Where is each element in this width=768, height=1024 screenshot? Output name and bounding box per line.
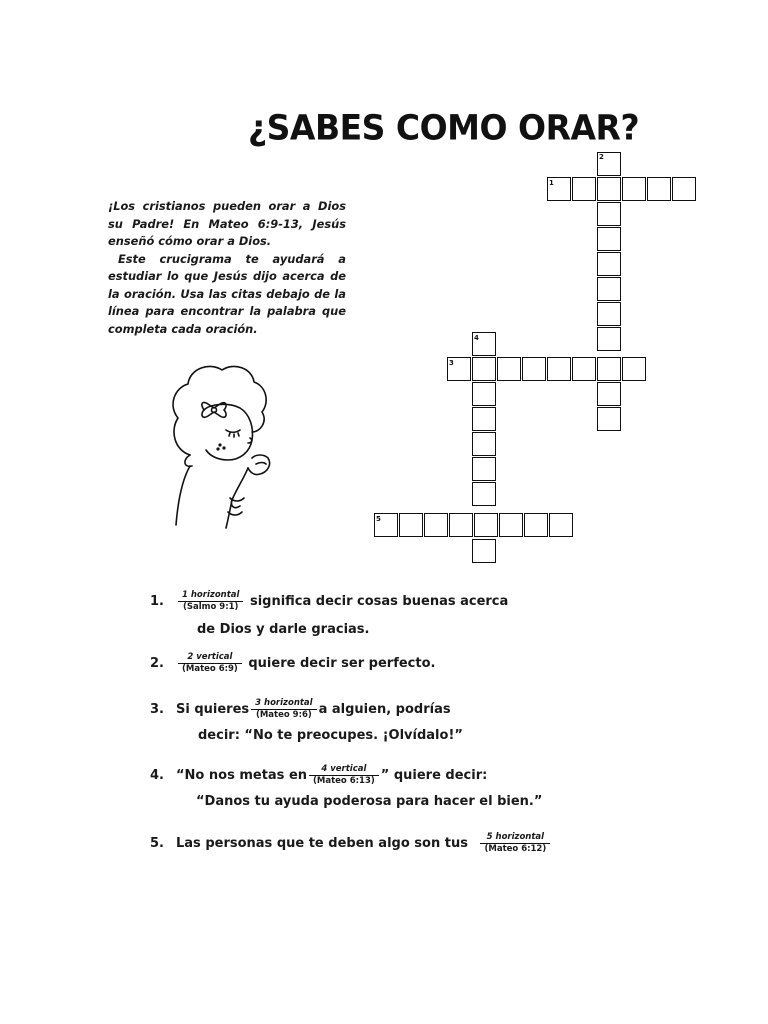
crossword-cell-1-6[interactable] xyxy=(672,177,696,201)
clue-4-text-before: “No nos metas en xyxy=(176,768,308,783)
crossword-cell-2-10[interactable] xyxy=(597,382,621,406)
clue-1 xyxy=(150,590,509,637)
crossword-cell-4-4[interactable] xyxy=(472,407,496,431)
page-title: ¿SABES COMO ORAR? xyxy=(248,107,640,148)
crossword-number-3: 3 xyxy=(449,359,454,367)
clue-3-continuation: decir: “No te preocupes. ¡Olvídalo!” xyxy=(198,728,463,743)
clue-1-number: 1. xyxy=(150,594,164,609)
crossword-cell-2-4[interactable] xyxy=(597,227,621,251)
crossword-cell-3-7[interactable] xyxy=(597,357,621,381)
crossword-cell-1-2[interactable] xyxy=(572,177,596,201)
crossword-cell-5-5[interactable] xyxy=(474,513,498,537)
intro-text xyxy=(108,198,346,338)
clue-1-text: significa decir cosas buenas acerca xyxy=(249,594,509,609)
clue-4-continuation: “Danos tu ayuda poderosa para hacer el bien.” xyxy=(196,794,543,809)
clue-3-text-before: Si quieres xyxy=(176,702,250,717)
crossword-cell-1-4[interactable] xyxy=(622,177,646,201)
crossword-cell-3-8[interactable] xyxy=(622,357,646,381)
clue-4-number: 4. xyxy=(150,768,164,783)
crossword-cell-5-4[interactable] xyxy=(449,513,473,537)
crossword-cell-4-7[interactable] xyxy=(472,482,496,506)
clue-4 xyxy=(150,764,543,809)
clue-3-reference-bottom: (Mateo 9:6) xyxy=(255,710,312,720)
crossword-cell-2-7[interactable] xyxy=(597,302,621,326)
clue-2-text: quiere decir ser perfecto. xyxy=(248,656,436,671)
crossword-cell-4-9[interactable] xyxy=(472,539,496,563)
clue-4-reference-top: 4 vertical xyxy=(309,764,379,776)
clue-2-reference-bottom: (Mateo 6:9) xyxy=(182,664,238,674)
crossword-cell-3-4[interactable] xyxy=(522,357,546,381)
clue-5-text-before: Las personas que te deben algo son tus xyxy=(176,836,468,851)
clue-2-reference-top: 2 vertical xyxy=(178,652,242,664)
clue-5 xyxy=(150,832,552,855)
crossword-cell-5-8[interactable] xyxy=(549,513,573,537)
crossword-cell-5-7[interactable] xyxy=(524,513,548,537)
crossword-cell-2-6[interactable] xyxy=(597,277,621,301)
crossword-cell-3-2[interactable] xyxy=(472,357,496,381)
crossword-number-5: 5 xyxy=(376,515,381,523)
crossword-cell-3-3[interactable] xyxy=(497,357,521,381)
clue-2 xyxy=(150,652,435,675)
crossword-cell-1-5[interactable] xyxy=(647,177,671,201)
intro-paragraph-2: Este crucigrama te ayudará a estudiar lo que Jesús dijo acerca de la oración. Usa las citas debajo de la línea para encontrar la palabra que completa cada oración. xyxy=(108,251,346,336)
clue-3-number: 3. xyxy=(150,702,164,717)
clue-3-text-after: a alguien, podrías xyxy=(318,702,451,717)
clue-3-reference-top: 3 horizontal xyxy=(251,698,316,710)
crossword-cell-2-11[interactable] xyxy=(597,407,621,431)
crossword-cell-2-8[interactable] xyxy=(597,327,621,351)
clue-4-reference-bottom: (Mateo 6:13) xyxy=(313,776,375,786)
crossword-cell-5-2[interactable] xyxy=(399,513,423,537)
crossword-cell-3-5[interactable] xyxy=(547,357,571,381)
crossword-cell-5-3[interactable] xyxy=(424,513,448,537)
crossword-cell-3-6[interactable] xyxy=(572,357,596,381)
clue-5-reference xyxy=(480,832,550,855)
crossword-number-4: 4 xyxy=(474,334,479,342)
crossword-cell-2-5[interactable] xyxy=(597,252,621,276)
crossword-cell-1-3[interactable] xyxy=(597,177,621,201)
crossword-cell-4-5[interactable] xyxy=(472,432,496,456)
clue-4-text-after: ” quiere decir: xyxy=(380,768,488,783)
praying-girl-illustration xyxy=(160,360,280,530)
clue-1-continuation: de Dios y darle gracias. xyxy=(197,622,370,637)
clue-1-reference xyxy=(178,590,243,613)
clue-2-number: 2. xyxy=(150,656,164,671)
clue-5-reference-bottom: (Mateo 6:12) xyxy=(484,844,547,854)
intro-paragraph-1: ¡Los cristianos pueden orar a Dios su Padre! En Mateo 6:9-13, Jesús enseñó cómo orar a Dios. xyxy=(108,199,346,248)
clue-4-reference xyxy=(309,764,379,787)
crossword-cell-5-6[interactable] xyxy=(499,513,523,537)
crossword-cell-4-3[interactable] xyxy=(472,382,496,406)
clue-1-reference-top: 1 horizontal xyxy=(178,590,243,602)
crossword-number-2: 2 xyxy=(599,153,604,161)
crossword-number-1: 1 xyxy=(549,179,554,187)
crossword-cell-4-6[interactable] xyxy=(472,457,496,481)
clue-3-reference xyxy=(251,698,316,721)
clue-5-reference-top: 5 horizontal xyxy=(480,832,550,844)
clue-1-reference-bottom: (Salmo 9:1) xyxy=(182,602,239,612)
clue-2-reference xyxy=(178,652,242,675)
clue-3 xyxy=(150,698,463,743)
crossword-cell-2-3[interactable] xyxy=(597,202,621,226)
clue-5-number: 5. xyxy=(150,836,164,851)
